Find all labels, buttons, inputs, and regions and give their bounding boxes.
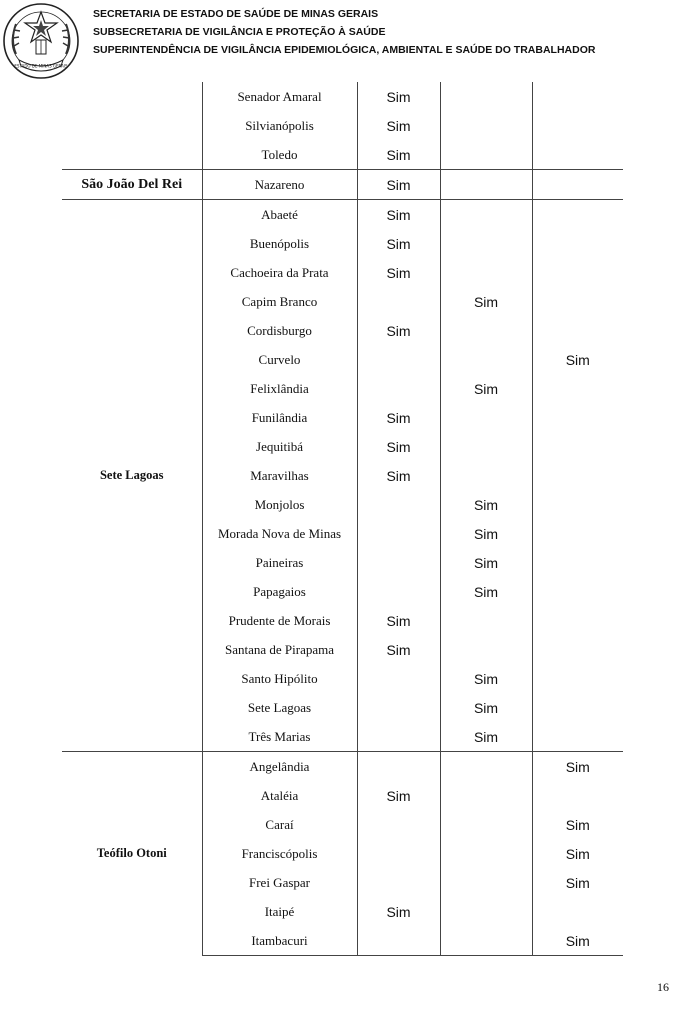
- value-cell-2: [440, 170, 532, 200]
- municipality-cell: Itaipé: [202, 897, 357, 926]
- value-cell-1: [357, 722, 440, 752]
- value-cell-2: [440, 432, 532, 461]
- value-cell-2: [440, 839, 532, 868]
- table-body: [62, 82, 623, 956]
- value-cell-3: Sim: [532, 752, 623, 782]
- value-cell-2: [440, 926, 532, 956]
- municipality-cell: Morada Nova de Minas: [202, 519, 357, 548]
- value-cell-1: Sim: [357, 82, 440, 111]
- value-cell-2: [440, 82, 532, 111]
- municipality-cell: Prudente de Morais: [202, 606, 357, 635]
- page-number: 16: [657, 980, 669, 994]
- value-cell-1: [357, 868, 440, 897]
- value-cell-2: Sim: [440, 722, 532, 752]
- municipality-cell: Monjolos: [202, 490, 357, 519]
- value-cell-2: [440, 606, 532, 635]
- value-cell-2: [440, 752, 532, 782]
- value-cell-1: Sim: [357, 781, 440, 810]
- state-seal-icon: [2, 2, 80, 80]
- region-cell: [62, 82, 202, 170]
- value-cell-3: Sim: [532, 839, 623, 868]
- value-cell-3: [532, 519, 623, 548]
- value-cell-1: Sim: [357, 635, 440, 664]
- value-cell-2: [440, 461, 532, 490]
- value-cell-2: Sim: [440, 548, 532, 577]
- value-cell-3: Sim: [532, 926, 623, 956]
- value-cell-3: [532, 635, 623, 664]
- value-cell-3: [532, 229, 623, 258]
- value-cell-2: Sim: [440, 490, 532, 519]
- value-cell-3: [532, 258, 623, 287]
- value-cell-2: Sim: [440, 519, 532, 548]
- value-cell-1: [357, 926, 440, 956]
- municipality-cell: Maravilhas: [202, 461, 357, 490]
- value-cell-3: [532, 403, 623, 432]
- region-cell: Sete Lagoas: [62, 200, 202, 752]
- value-cell-2: Sim: [440, 577, 532, 606]
- value-cell-2: Sim: [440, 374, 532, 403]
- municipality-cell: Cachoeira da Prata: [202, 258, 357, 287]
- value-cell-2: [440, 200, 532, 230]
- region-cell: Teófilo Otoni: [62, 752, 202, 956]
- municipality-cell: Funilândia: [202, 403, 357, 432]
- municipality-cell: Jequitibá: [202, 432, 357, 461]
- value-cell-3: [532, 140, 623, 170]
- municipality-cell: Itambacuri: [202, 926, 357, 956]
- value-cell-2: [440, 635, 532, 664]
- value-cell-1: Sim: [357, 170, 440, 200]
- municipality-table: [62, 82, 623, 956]
- value-cell-3: [532, 693, 623, 722]
- table-row: [62, 82, 623, 111]
- value-cell-2: Sim: [440, 693, 532, 722]
- municipality-cell: Abaeté: [202, 200, 357, 230]
- value-cell-3: [532, 170, 623, 200]
- municipality-cell: Buenópolis: [202, 229, 357, 258]
- value-cell-3: [532, 490, 623, 519]
- municipality-cell: Silvianópolis: [202, 111, 357, 140]
- value-cell-1: [357, 839, 440, 868]
- header-line-superintendencia: SUPERINTENDÊNCIA DE VIGILÂNCIA EPIDEMIOLÓGICA, AMBIENTAL E SAÚDE DO TRABALHADOR: [93, 44, 596, 56]
- municipality-cell: Felixlândia: [202, 374, 357, 403]
- value-cell-3: [532, 606, 623, 635]
- value-cell-3: [532, 577, 623, 606]
- value-cell-2: [440, 810, 532, 839]
- value-cell-2: [440, 897, 532, 926]
- municipality-cell: Cordisburgo: [202, 316, 357, 345]
- value-cell-1: Sim: [357, 897, 440, 926]
- municipality-cell: Três Marias: [202, 722, 357, 752]
- value-cell-1: [357, 490, 440, 519]
- value-cell-2: [440, 403, 532, 432]
- value-cell-1: Sim: [357, 403, 440, 432]
- value-cell-1: [357, 752, 440, 782]
- value-cell-1: Sim: [357, 258, 440, 287]
- value-cell-1: Sim: [357, 606, 440, 635]
- value-cell-3: [532, 374, 623, 403]
- value-cell-3: [532, 200, 623, 230]
- table-row: [62, 752, 623, 782]
- table-row: [62, 200, 623, 230]
- value-cell-3: [532, 664, 623, 693]
- value-cell-1: [357, 693, 440, 722]
- value-cell-3: [532, 722, 623, 752]
- value-cell-1: [357, 810, 440, 839]
- value-cell-3: [532, 461, 623, 490]
- value-cell-2: [440, 258, 532, 287]
- value-cell-1: Sim: [357, 432, 440, 461]
- municipality-cell: Frei Gaspar: [202, 868, 357, 897]
- municipality-cell: Curvelo: [202, 345, 357, 374]
- document-header: [93, 5, 595, 59]
- value-cell-1: Sim: [357, 200, 440, 230]
- value-cell-2: [440, 781, 532, 810]
- value-cell-1: Sim: [357, 140, 440, 170]
- value-cell-1: [357, 664, 440, 693]
- municipality-cell: Ataléia: [202, 781, 357, 810]
- value-cell-1: Sim: [357, 111, 440, 140]
- municipality-cell: Paineiras: [202, 548, 357, 577]
- value-cell-3: [532, 897, 623, 926]
- value-cell-1: Sim: [357, 229, 440, 258]
- municipality-cell: Caraí: [202, 810, 357, 839]
- value-cell-3: [532, 287, 623, 316]
- value-cell-3: [532, 82, 623, 111]
- value-cell-2: [440, 868, 532, 897]
- table-row: [62, 170, 623, 200]
- municipality-cell: Senador Amaral: [202, 82, 357, 111]
- value-cell-3: [532, 432, 623, 461]
- municipality-cell: Papagaios: [202, 577, 357, 606]
- value-cell-2: [440, 229, 532, 258]
- municipality-cell: Nazareno: [202, 170, 357, 200]
- value-cell-2: Sim: [440, 664, 532, 693]
- value-cell-1: [357, 287, 440, 316]
- value-cell-1: [357, 345, 440, 374]
- value-cell-3: Sim: [532, 345, 623, 374]
- value-cell-1: [357, 374, 440, 403]
- header-line-secretaria: SECRETARIA DE ESTADO DE SAÚDE DE MINAS GERAIS: [93, 8, 379, 20]
- value-cell-2: [440, 140, 532, 170]
- value-cell-3: [532, 316, 623, 345]
- seal-text: ESTADO DE MINAS GERAIS: [14, 63, 68, 69]
- value-cell-3: [532, 111, 623, 140]
- municipality-cell: Capim Branco: [202, 287, 357, 316]
- value-cell-1: [357, 519, 440, 548]
- value-cell-2: [440, 316, 532, 345]
- value-cell-3: [532, 781, 623, 810]
- region-cell: São João Del Rei: [62, 170, 202, 200]
- value-cell-1: Sim: [357, 461, 440, 490]
- value-cell-1: Sim: [357, 316, 440, 345]
- value-cell-3: [532, 548, 623, 577]
- municipality-cell: Sete Lagoas: [202, 693, 357, 722]
- municipality-cell: Santana de Pirapama: [202, 635, 357, 664]
- municipality-cell: Franciscópolis: [202, 839, 357, 868]
- municipality-cell: Santo Hipólito: [202, 664, 357, 693]
- municipality-cell: Toledo: [202, 140, 357, 170]
- value-cell-3: Sim: [532, 810, 623, 839]
- value-cell-2: [440, 111, 532, 140]
- municipality-cell: Angelândia: [202, 752, 357, 782]
- value-cell-3: Sim: [532, 868, 623, 897]
- header-line-subsecretaria: SUBSECRETARIA DE VIGILÂNCIA E PROTEÇÃO À SAÚDE: [93, 26, 386, 38]
- value-cell-1: [357, 577, 440, 606]
- value-cell-1: [357, 548, 440, 577]
- value-cell-2: [440, 345, 532, 374]
- value-cell-2: Sim: [440, 287, 532, 316]
